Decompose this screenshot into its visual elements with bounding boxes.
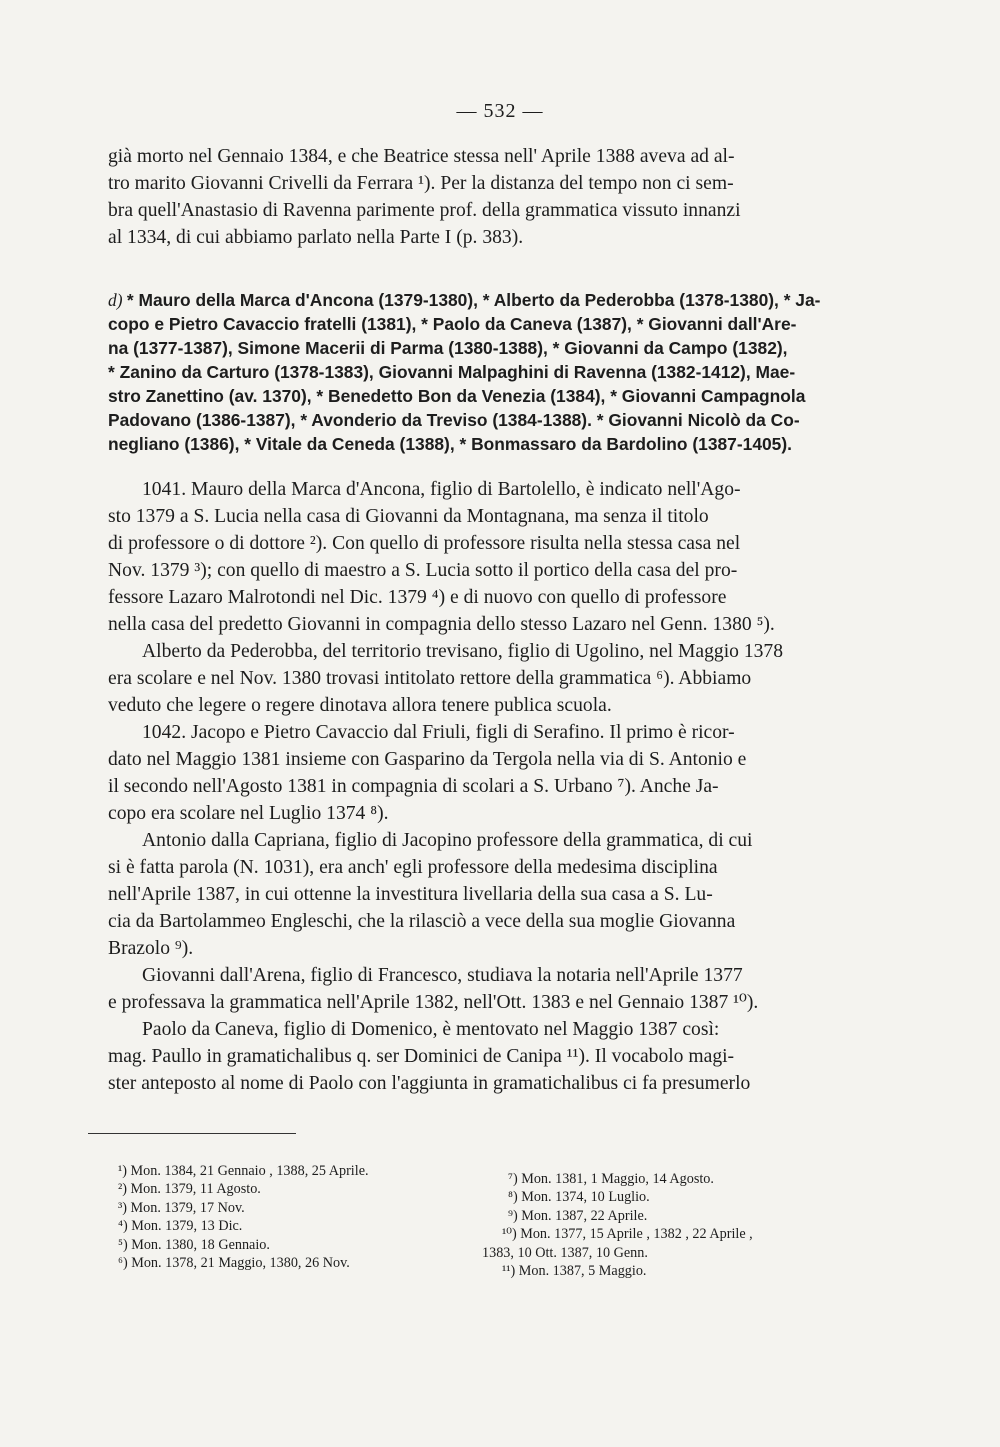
- text-line: il secondo nell'Agosto 1381 in compagnia di scolari a S. Urbano ⁷). Anche Ja-: [108, 776, 719, 797]
- text-line: bra quell'Anastasio di Ravenna parimente prof. della grammatica vissuto innanzi: [108, 200, 741, 221]
- footnote: ³) Mon. 1379, 17 Nov.: [118, 1199, 245, 1216]
- section-marker: d): [108, 290, 123, 310]
- section-d-line: stro Zanettino (av. 1370), * Benedetto Bon da Venezia (1384), * Giovanni Campagnola: [108, 386, 806, 406]
- paragraph-1041: [108, 476, 876, 638]
- text-line: 1041. Mauro della Marca d'Ancona, figlio di Bartolello, è indicato nell'Ago-: [142, 479, 741, 500]
- text-line: 1042. Jacopo e Pietro Cavaccio dal Friuli, figli di Serafino. Il primo è ricor-: [142, 722, 735, 743]
- text-line: già morto nel Gennaio 1384, e che Beatrice stessa nell' Aprile 1388 aveva ad al-: [108, 146, 735, 167]
- section-d-line: Padovano (1386-1387), * Avonderio da Treviso (1384-1388). * Giovanni Nicolò da Co-: [108, 410, 800, 430]
- footnote-continuation: 1383, 10 Ott. 1387, 10 Genn.: [482, 1244, 648, 1261]
- footnote: ¹¹) Mon. 1387, 5 Maggio.: [502, 1263, 647, 1280]
- text-line: Antonio dalla Capriana, figlio di Jacopino professore della grammatica, di cui: [142, 830, 753, 851]
- text-line: nella casa del predetto Giovanni in compagnia dello stesso Lazaro nel Genn. 1380 ⁵).: [108, 614, 775, 635]
- text-line: era scolare e nel Nov. 1380 trovasi intitolato rettore della grammatica ⁶). Abbiamo: [108, 668, 752, 689]
- paragraph-giovanni: [108, 962, 876, 1016]
- section-d-list: [108, 288, 876, 456]
- text-line: mag. Paullo in gramatichalibus q. ser Dominici de Canipa ¹¹). Il vocabolo magi-: [108, 1046, 735, 1067]
- footnote: ¹) Mon. 1384, 21 Gennaio , 1388, 25 Aprile.: [118, 1163, 369, 1179]
- footnote: ⁴) Mon. 1379, 13 Dic.: [118, 1218, 243, 1235]
- section-d-line: negliano (1386), * Vitale da Ceneda (1388), * Bonmassaro da Bardolino (1387-1405).: [108, 434, 792, 454]
- text-line: Brazolo ⁹).: [108, 938, 194, 959]
- text-line: Giovanni dall'Arena, figlio di Francesco, studiava la notaria nell'Aprile 1377: [142, 965, 743, 986]
- text-line: al 1334, di cui abbiamo parlato nella Parte I (p. 383).: [108, 227, 524, 248]
- text-line: dato nel Maggio 1381 insieme con Gasparino da Tergola nella via di S. Antonio e: [108, 749, 747, 770]
- text-line: Nov. 1379 ³); con quello di maestro a S. Lucia sotto il portico della casa del pro-: [108, 560, 738, 581]
- section-d-line: copo e Pietro Cavaccio fratelli (1381), * Paolo da Caneva (1387), * Giovanni dall'Are-: [108, 314, 797, 334]
- section-d-line: [108, 288, 876, 312]
- footnote: ⁸) Mon. 1374, 10 Luglio.: [508, 1189, 650, 1206]
- footnotes-left: [118, 1162, 478, 1272]
- text-line: veduto che legere o regere dinotava allora tenere publica scuola.: [108, 695, 612, 716]
- text-line: fessore Lazaro Malrotondi nel Dic. 1379 ⁴) e di nuovo con quello di professore: [108, 587, 727, 608]
- text-line: ster anteposto al nome di Paolo con l'aggiunta in gramatichalibus ci fa presumerlo: [108, 1073, 751, 1094]
- text-line: copo era scolare nel Luglio 1374 ⁸).: [108, 803, 389, 824]
- text-line: Paolo da Caneva, figlio di Domenico, è mentovato nel Maggio 1387 così:: [142, 1019, 720, 1040]
- text-line: cia da Bartolammeo Engleschi, che la rilasciò a vece della sua moglie Giovanna: [108, 911, 736, 932]
- paragraph-alberto: [108, 638, 876, 719]
- paragraph-paolo: [108, 1016, 876, 1097]
- page-number: — 532 —: [456, 100, 544, 122]
- section-d-text: * Mauro della Marca d'Ancona (1379-1380), * Alberto da Pederobba (1378-1380), * Ja-: [126, 290, 821, 310]
- text-line: tro marito Giovanni Crivelli da Ferrara ¹). Per la distanza del tempo non ci sem-: [108, 173, 734, 194]
- footnote-divider: [88, 1133, 296, 1134]
- footnote: ⁶) Mon. 1378, 21 Maggio, 1380, 26 Nov.: [118, 1255, 350, 1272]
- text-line: nell'Aprile 1387, in cui ottenne la investitura livellaria della sua casa a S. Lu-: [108, 884, 713, 905]
- intro-paragraph: [108, 143, 876, 251]
- section-d-line: na (1377-1387), Simone Macerii di Parma (1380-1388), * Giovanni da Campo (1382),: [108, 338, 788, 358]
- footnote: ²) Mon. 1379, 11 Agosto.: [118, 1181, 261, 1198]
- footnotes-right: [482, 1170, 882, 1280]
- text-line: Alberto da Pederobba, del territorio trevisano, figlio di Ugolino, nel Maggio 1378: [142, 641, 784, 662]
- paragraph-1042: [108, 719, 876, 827]
- footnote: ⁵) Mon. 1380, 18 Gennaio.: [118, 1236, 270, 1253]
- footnote: ⁷) Mon. 1381, 1 Maggio, 14 Agosto.: [508, 1171, 714, 1187]
- paragraph-antonio: [108, 827, 876, 962]
- text-line: e professava la grammatica nell'Aprile 1382, nell'Ott. 1383 e nel Gennaio 1387 ¹⁰).: [108, 992, 759, 1013]
- text-line: sto 1379 a S. Lucia nella casa di Giovanni da Montagnana, ma senza il titolo: [108, 506, 709, 527]
- footnote: ⁹) Mon. 1387, 22 Aprile.: [508, 1207, 648, 1224]
- section-d-line: * Zanino da Carturo (1378-1383), Giovanni Malpaghini di Ravenna (1382-1412), Mae-: [108, 362, 796, 382]
- footnote: ¹⁰) Mon. 1377, 15 Aprile , 1382 , 22 Aprile ,: [502, 1226, 753, 1243]
- text-line: di professore o di dottore ²). Con quello di professore risulta nella stessa casa nel: [108, 533, 741, 554]
- text-line: si è fatta parola (N. 1031), era anch' egli professore della medesima disciplina: [108, 857, 718, 878]
